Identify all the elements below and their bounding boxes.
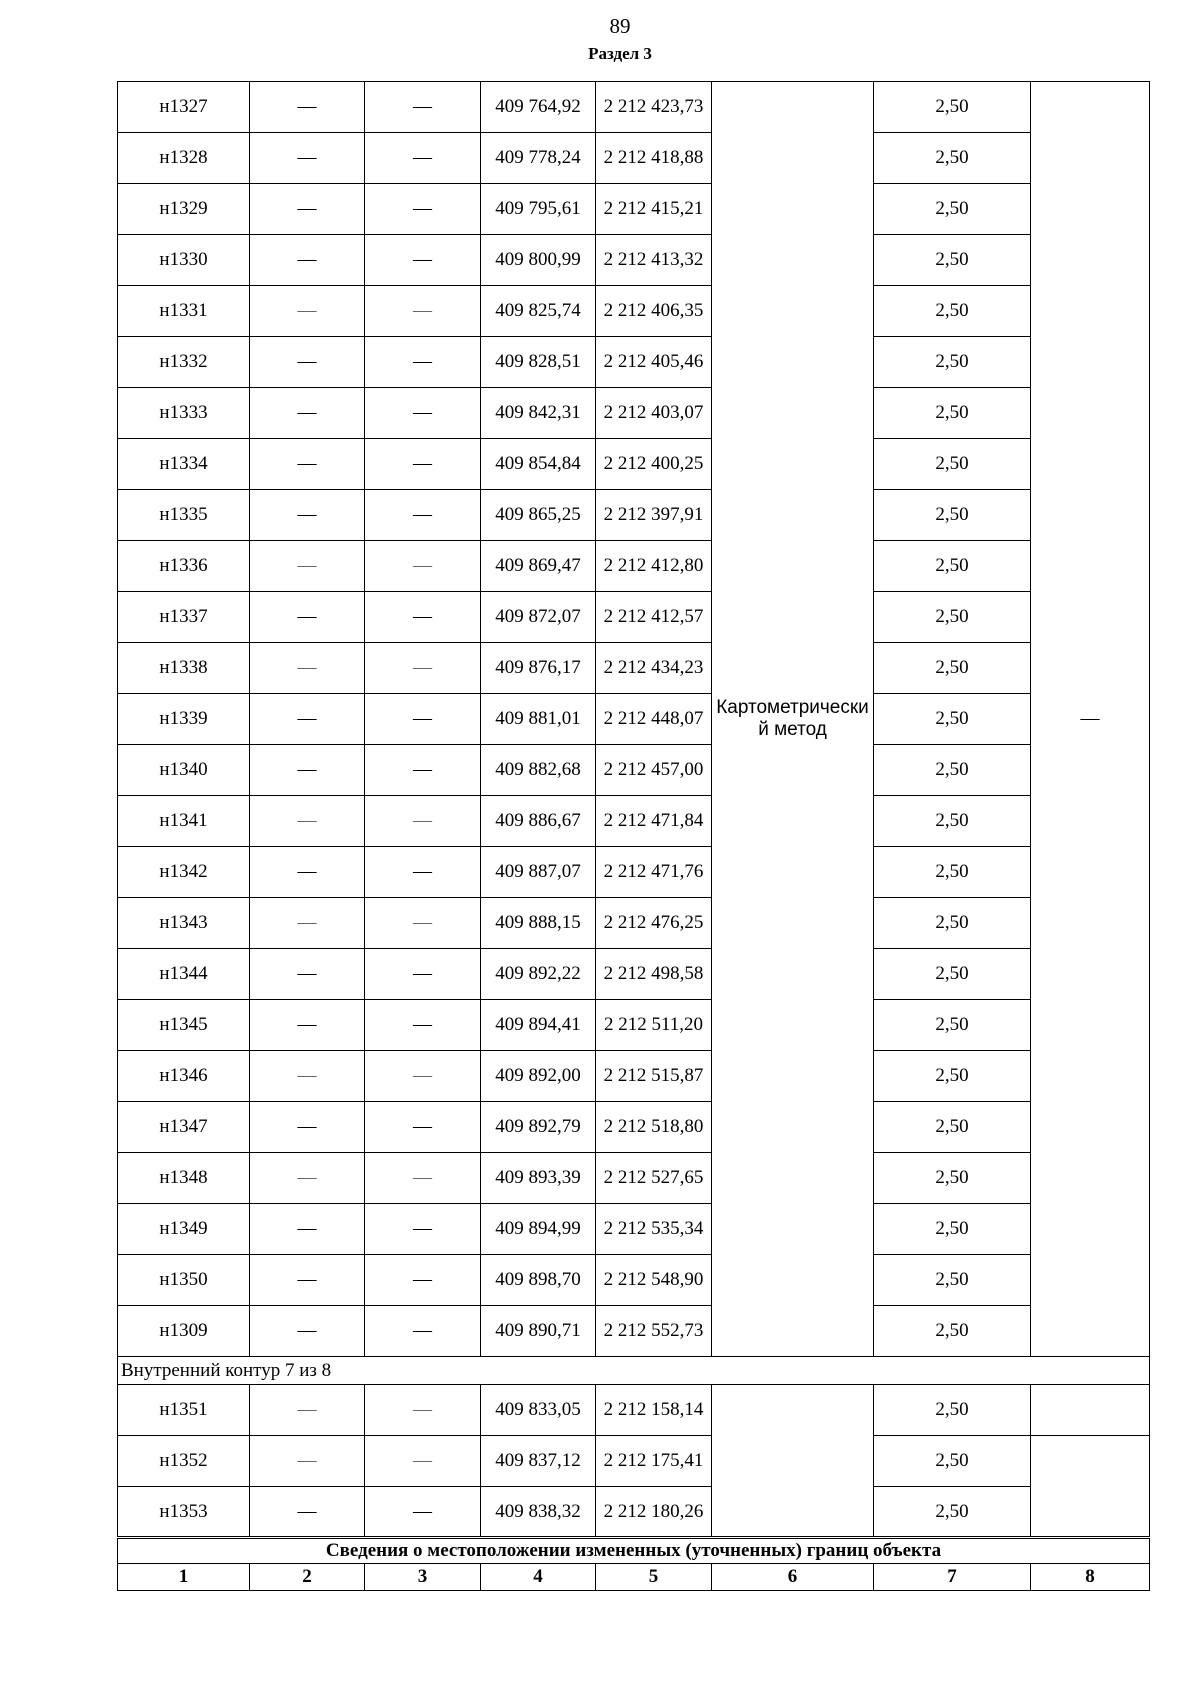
col3-dash: —	[365, 1051, 481, 1102]
col3-dash: —	[365, 1487, 481, 1538]
column-number: 6	[712, 1564, 874, 1591]
point-id: н1330	[118, 235, 250, 286]
point-id: н1334	[118, 439, 250, 490]
col3-dash: —	[365, 796, 481, 847]
coord-y: 2 212 180,26	[596, 1487, 712, 1538]
col3-dash: —	[365, 1000, 481, 1051]
col2-dash: —	[250, 1153, 365, 1204]
coord-x: 409 890,71	[481, 1306, 596, 1357]
coord-y: 2 212 415,21	[596, 184, 712, 235]
coord-y: 2 212 552,73	[596, 1306, 712, 1357]
accuracy-value: 2,50	[874, 1000, 1031, 1051]
coord-x: 409 892,79	[481, 1102, 596, 1153]
table-row	[118, 796, 1150, 847]
coord-x: 409 838,32	[481, 1487, 596, 1538]
table-row	[118, 745, 1150, 796]
accuracy-value: 2,50	[874, 184, 1031, 235]
col3-dash: —	[365, 1102, 481, 1153]
accuracy-value: 2,50	[874, 1204, 1031, 1255]
column-number: 4	[481, 1564, 596, 1591]
col2-dash: —	[250, 337, 365, 388]
table-row	[118, 541, 1150, 592]
method-cell-empty	[712, 1385, 874, 1538]
coord-x: 409 833,05	[481, 1385, 596, 1436]
col2-dash: —	[250, 184, 365, 235]
coord-x: 409 892,00	[481, 1051, 596, 1102]
accuracy-value: 2,50	[874, 82, 1031, 133]
coord-y: 2 212 548,90	[596, 1255, 712, 1306]
coord-y: 2 212 515,87	[596, 1051, 712, 1102]
coord-x: 409 894,99	[481, 1204, 596, 1255]
coord-y: 2 212 434,23	[596, 643, 712, 694]
col2-dash: —	[250, 847, 365, 898]
point-id: н1338	[118, 643, 250, 694]
point-id: н1347	[118, 1102, 250, 1153]
point-id: н1309	[118, 1306, 250, 1357]
col3-dash: —	[365, 643, 481, 694]
col3-dash: —	[365, 745, 481, 796]
col3-dash: —	[365, 490, 481, 541]
coord-y: 2 212 418,88	[596, 133, 712, 184]
point-id: н1336	[118, 541, 250, 592]
table-row	[118, 184, 1150, 235]
accuracy-value: 2,50	[874, 286, 1031, 337]
coord-x: 409 800,99	[481, 235, 596, 286]
coord-x: 409 828,51	[481, 337, 596, 388]
accuracy-value: 2,50	[874, 490, 1031, 541]
coord-x: 409 764,92	[481, 82, 596, 133]
col2-dash: —	[250, 1385, 365, 1436]
table-row	[118, 847, 1150, 898]
table-row	[118, 490, 1150, 541]
table-row	[118, 1255, 1150, 1306]
col2-dash: —	[250, 1051, 365, 1102]
accuracy-value: 2,50	[874, 1385, 1031, 1436]
accuracy-value: 2,50	[874, 541, 1031, 592]
coord-x: 409 869,47	[481, 541, 596, 592]
table-row	[118, 388, 1150, 439]
contour-row	[118, 1357, 1150, 1385]
coord-x: 409 876,17	[481, 643, 596, 694]
column-number: 5	[596, 1564, 712, 1591]
point-id: н1343	[118, 898, 250, 949]
column-number: 2	[250, 1564, 365, 1591]
coord-y: 2 212 448,07	[596, 694, 712, 745]
col2-dash: —	[250, 1255, 365, 1306]
coord-y: 2 212 457,00	[596, 745, 712, 796]
section-title: Раздел 3	[588, 44, 652, 63]
column-number: 8	[1031, 1564, 1150, 1591]
col3-dash: —	[365, 1153, 481, 1204]
col2-dash: —	[250, 592, 365, 643]
point-id: н1333	[118, 388, 250, 439]
col3-dash: —	[365, 1204, 481, 1255]
point-id: н1332	[118, 337, 250, 388]
section-heading-row	[118, 1538, 1150, 1564]
accuracy-value: 2,50	[874, 1153, 1031, 1204]
coord-y: 2 212 412,80	[596, 541, 712, 592]
coord-y: 2 212 527,65	[596, 1153, 712, 1204]
col3-dash: —	[365, 82, 481, 133]
coord-x: 409 888,15	[481, 898, 596, 949]
col3-dash: —	[365, 1306, 481, 1357]
coord-y: 2 212 400,25	[596, 439, 712, 490]
point-id: н1353	[118, 1487, 250, 1538]
col3-dash: —	[365, 847, 481, 898]
col8-empty	[1031, 1385, 1150, 1436]
coord-x: 409 872,07	[481, 592, 596, 643]
accuracy-value: 2,50	[874, 796, 1031, 847]
col2-dash: —	[250, 541, 365, 592]
coord-y: 2 212 511,20	[596, 1000, 712, 1051]
coord-y: 2 212 406,35	[596, 286, 712, 337]
table-row	[118, 1204, 1150, 1255]
coord-y: 2 212 471,76	[596, 847, 712, 898]
table-row	[118, 1385, 1150, 1436]
coord-y: 2 212 471,84	[596, 796, 712, 847]
accuracy-value: 2,50	[874, 694, 1031, 745]
col2-dash: —	[250, 1436, 365, 1487]
coord-x: 409 854,84	[481, 439, 596, 490]
accuracy-value: 2,50	[874, 1436, 1031, 1487]
accuracy-value: 2,50	[874, 439, 1031, 490]
point-id: н1335	[118, 490, 250, 541]
accuracy-value: 2,50	[874, 1306, 1031, 1357]
accuracy-value: 2,50	[874, 337, 1031, 388]
col3-dash: —	[365, 337, 481, 388]
table-row	[118, 1000, 1150, 1051]
col2-dash: —	[250, 286, 365, 337]
col2-dash: —	[250, 235, 365, 286]
accuracy-value: 2,50	[874, 949, 1031, 1000]
point-id: н1341	[118, 796, 250, 847]
table-row	[118, 592, 1150, 643]
coord-y: 2 212 413,32	[596, 235, 712, 286]
accuracy-value: 2,50	[874, 133, 1031, 184]
point-id: н1327	[118, 82, 250, 133]
col2-dash: —	[250, 1000, 365, 1051]
coord-x: 409 894,41	[481, 1000, 596, 1051]
col2-dash: —	[250, 1306, 365, 1357]
point-id: н1346	[118, 1051, 250, 1102]
point-id: н1351	[118, 1385, 250, 1436]
column-number: 7	[874, 1564, 1031, 1591]
col2-dash: —	[250, 949, 365, 1000]
col2-dash: —	[250, 796, 365, 847]
coord-y: 2 212 423,73	[596, 82, 712, 133]
table-row	[118, 1051, 1150, 1102]
coord-x: 409 892,22	[481, 949, 596, 1000]
accuracy-value: 2,50	[874, 388, 1031, 439]
coord-x: 409 893,39	[481, 1153, 596, 1204]
accuracy-value: 2,50	[874, 898, 1031, 949]
accuracy-value: 2,50	[874, 643, 1031, 694]
accuracy-value: 2,50	[874, 592, 1031, 643]
coord-y: 2 212 405,46	[596, 337, 712, 388]
coord-x: 409 795,61	[481, 184, 596, 235]
coord-x: 409 842,31	[481, 388, 596, 439]
coord-x: 409 882,68	[481, 745, 596, 796]
coord-y: 2 212 403,07	[596, 388, 712, 439]
accuracy-value: 2,50	[874, 1487, 1031, 1538]
table-row	[118, 694, 1150, 745]
accuracy-value: 2,50	[874, 847, 1031, 898]
col2-dash: —	[250, 388, 365, 439]
table-row	[118, 439, 1150, 490]
point-id: н1339	[118, 694, 250, 745]
accuracy-value: 2,50	[874, 745, 1031, 796]
col2-dash: —	[250, 1487, 365, 1538]
table-row	[118, 1102, 1150, 1153]
table-row	[118, 235, 1150, 286]
table-row	[118, 1487, 1150, 1538]
col2-dash: —	[250, 1102, 365, 1153]
point-id: н1331	[118, 286, 250, 337]
col3-dash: —	[365, 1436, 481, 1487]
col3-dash: —	[365, 286, 481, 337]
accuracy-value: 2,50	[874, 235, 1031, 286]
coord-y: 2 212 175,41	[596, 1436, 712, 1487]
col2-dash: —	[250, 643, 365, 694]
contour-label: Внутренний контур 7 из 8	[118, 1357, 1150, 1385]
table-row	[118, 898, 1150, 949]
col3-dash: —	[365, 184, 481, 235]
coord-x: 409 865,25	[481, 490, 596, 541]
point-id: н1349	[118, 1204, 250, 1255]
table-row	[118, 643, 1150, 694]
column-number: 3	[365, 1564, 481, 1591]
table-row	[118, 1306, 1150, 1357]
method-cell: Картометрически й метод	[712, 82, 874, 1357]
col2-dash: —	[250, 82, 365, 133]
col2-dash: —	[250, 439, 365, 490]
col2-dash: —	[250, 133, 365, 184]
point-id: н1352	[118, 1436, 250, 1487]
col8-dash: —	[1031, 82, 1150, 1357]
page-number: 89	[609, 14, 631, 38]
col3-dash: —	[365, 439, 481, 490]
col3-dash: —	[365, 898, 481, 949]
coord-y: 2 212 397,91	[596, 490, 712, 541]
table-row	[118, 337, 1150, 388]
col3-dash: —	[365, 694, 481, 745]
point-id: н1329	[118, 184, 250, 235]
point-id: н1344	[118, 949, 250, 1000]
accuracy-value: 2,50	[874, 1102, 1031, 1153]
coord-y: 2 212 158,14	[596, 1385, 712, 1436]
accuracy-value: 2,50	[874, 1051, 1031, 1102]
point-id: н1337	[118, 592, 250, 643]
table-row	[118, 82, 1150, 133]
coordinates-table	[117, 81, 1150, 1591]
table-row	[118, 949, 1150, 1000]
coord-y: 2 212 412,57	[596, 592, 712, 643]
col3-dash: —	[365, 133, 481, 184]
col3-dash: —	[365, 235, 481, 286]
coord-y: 2 212 476,25	[596, 898, 712, 949]
col8-empty	[1031, 1436, 1150, 1538]
coord-x: 409 778,24	[481, 133, 596, 184]
col2-dash: —	[250, 745, 365, 796]
point-id: н1350	[118, 1255, 250, 1306]
coord-x: 409 825,74	[481, 286, 596, 337]
accuracy-value: 2,50	[874, 1255, 1031, 1306]
section-heading: Сведения о местоположении измененных (уточненных) границ объекта	[118, 1538, 1150, 1564]
table-row	[118, 286, 1150, 337]
col2-dash: —	[250, 898, 365, 949]
point-id: н1340	[118, 745, 250, 796]
table-row	[118, 133, 1150, 184]
coord-x: 409 881,01	[481, 694, 596, 745]
coord-x: 409 837,12	[481, 1436, 596, 1487]
col3-dash: —	[365, 1255, 481, 1306]
col3-dash: —	[365, 388, 481, 439]
col3-dash: —	[365, 541, 481, 592]
col3-dash: —	[365, 592, 481, 643]
point-id: н1328	[118, 133, 250, 184]
col2-dash: —	[250, 694, 365, 745]
coord-y: 2 212 535,34	[596, 1204, 712, 1255]
col3-dash: —	[365, 949, 481, 1000]
column-number: 1	[118, 1564, 250, 1591]
column-numbers-row	[118, 1564, 1150, 1591]
point-id: н1348	[118, 1153, 250, 1204]
table-row	[118, 1153, 1150, 1204]
col3-dash: —	[365, 1385, 481, 1436]
coord-y: 2 212 518,80	[596, 1102, 712, 1153]
coord-x: 409 886,67	[481, 796, 596, 847]
point-id: н1342	[118, 847, 250, 898]
point-id: н1345	[118, 1000, 250, 1051]
coord-x: 409 887,07	[481, 847, 596, 898]
col2-dash: —	[250, 490, 365, 541]
table-row	[118, 1436, 1150, 1487]
coord-y: 2 212 498,58	[596, 949, 712, 1000]
col2-dash: —	[250, 1204, 365, 1255]
coord-x: 409 898,70	[481, 1255, 596, 1306]
